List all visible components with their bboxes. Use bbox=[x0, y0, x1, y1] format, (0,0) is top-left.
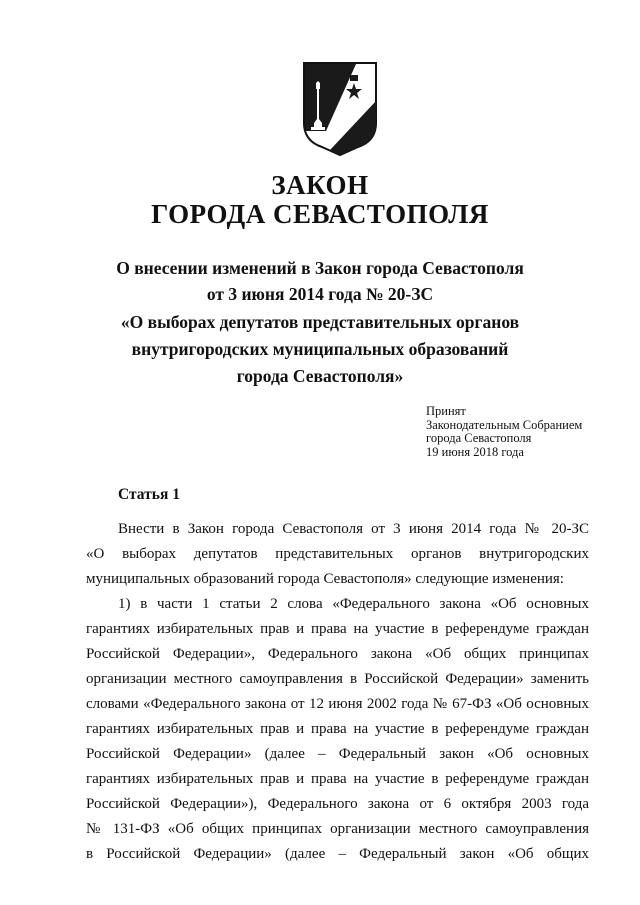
subtitle-line: от 3 июня 2014 года № 20-ЗС bbox=[206, 284, 434, 304]
body-line: Внести в Закон города Севастополя от 3 июня 2014 года № 20-ЗС bbox=[118, 521, 589, 537]
law-title: ЗАКОН bbox=[271, 170, 369, 200]
body-line: «О выборах депутатов представительных органов внутригородских bbox=[86, 546, 589, 562]
subtitle-line: города Севастополя» bbox=[236, 366, 404, 386]
body-line: гарантиях избирательных прав и права на участие в референдуме граждан bbox=[86, 621, 589, 637]
article-heading: Статья 1 bbox=[118, 486, 180, 503]
subtitle-line: внутригородских муниципальных образований bbox=[131, 339, 509, 359]
body-line: гарантиях избирательных прав и права на участие в референдуме граждан bbox=[86, 721, 589, 737]
adoption-line: Принят bbox=[426, 404, 466, 418]
subtitle-line: «О выборах депутатов представительных органов bbox=[120, 312, 520, 332]
body-line: Российской Федерации», Федерального закона «Об общих принципах bbox=[86, 646, 589, 662]
body-line: словами «Федерального закона от 12 июня 2002 года № 67-ФЗ «Об основных bbox=[86, 696, 589, 712]
body-line: организации местного самоуправления в Российской Федерации» заменить bbox=[86, 671, 589, 687]
law-title-city: ГОРОДА СЕВАСТОПОЛЯ bbox=[151, 199, 489, 229]
body-line: гарантиях избирательных прав и права на участие в референдуме граждан bbox=[86, 771, 589, 787]
coat-of-arms-emblem bbox=[302, 61, 378, 157]
adoption-line: города Севастополя bbox=[426, 431, 532, 445]
adoption-line: Законодательным Собранием bbox=[426, 417, 583, 432]
body-line: № 131-ФЗ «Об общих принципах организации местного самоуправления bbox=[86, 821, 589, 837]
adoption-note bbox=[426, 405, 582, 459]
subtitle-line: О внесении изменений в Закон города Севастополя bbox=[116, 258, 524, 278]
body-line: муниципальных образований города Севастополя» следующие изменения: bbox=[86, 571, 564, 587]
body-line: 1) в части 1 статьи 2 слова «Федерального закона «Об основных bbox=[118, 596, 589, 612]
body-line: в Российской Федерации» (далее – Федеральный закон «Об общих bbox=[86, 846, 589, 862]
adoption-date: 19 июня 2018 года bbox=[426, 444, 524, 459]
body-line: Российской Федерации»), Федерального закона от 6 октября 2003 года bbox=[86, 796, 589, 812]
body-line: Российской Федерации» (далее – Федеральный закон «Об основных bbox=[86, 746, 589, 762]
